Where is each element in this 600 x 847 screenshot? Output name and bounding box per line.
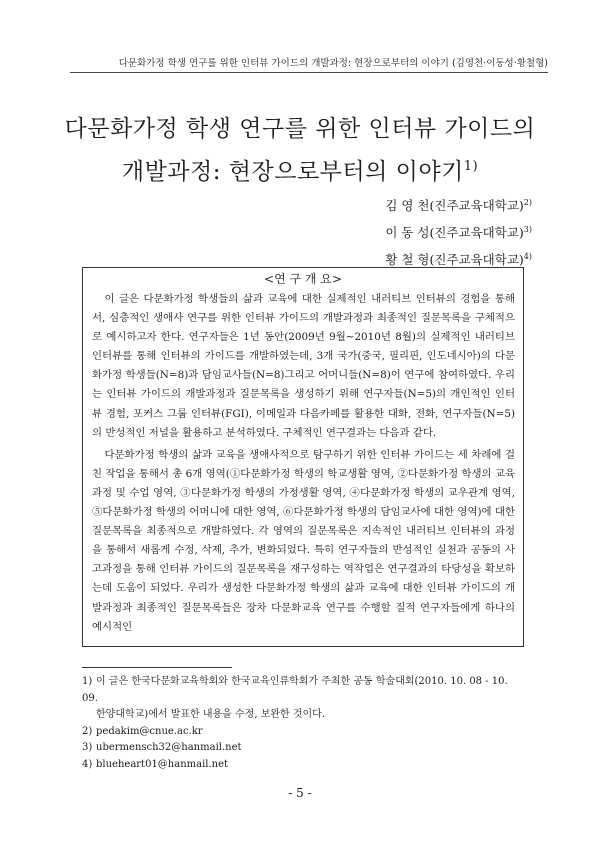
footnote-3 xyxy=(82,740,522,757)
abstract-body xyxy=(83,288,523,637)
author-footnote-mark: 2) xyxy=(523,198,532,207)
page-number: - 5 - xyxy=(288,786,312,800)
abstract-paragraph-2: 다문화가정 학생의 삶과 교육을 생애사적으로 탐구하기 위한 인터뷰 가이드는 세 차례에 걸친 작업을 통해서 총 6개 영역(①다문화가정 학생의 학교생활 영역, ②다문화가정 학생의 교육과정 및 수업 영역, ③다문화가정 학생의 가정생활 영역, ④다문화가정 학생의 교우관계 영역, ⑤다문화가정 학생의 어머니에 대한 영역, ⑥다문화가정 학생의 담임교사에 대한 영역)에 대한 질문목록을 최종적으로 개발하였다. 각 영역의 질문목록은 지속적인 내러티브 인터뷰의 과정을 통해서 새롭게 수정, 삭제, 추가, 변화되었다. 특히 연구자들의 반성적인 실천과 공동의 사고과정을 통해 인터뷰 가이드의 질문목록을 재구성하는 역작업은 연구결과의 타당성을 확보하는데 도움이 되었다. 우리가 생성한 다문화가정 학생의 삶과 교육에 대한 인터뷰 가이드의 개발과정과 최종적인 질문목록들은 장차 다문화교육 연구를 수행할 질적 연구자들에게 하나의 예시적인 xyxy=(92,448,515,633)
footnote-email: blueheart01@hanmail.net xyxy=(96,758,229,770)
running-header: 다문화가정 학생 연구를 위한 인터뷰 가이드의 개발과정: 현장으로부터의 이야기 (김영천·이동성·황철형) xyxy=(70,55,548,73)
author-1 xyxy=(272,191,532,218)
footnote-number: 4) xyxy=(82,758,93,770)
author-affiliation: (진주교육대학교) xyxy=(429,252,524,267)
author-footnote-mark: 4) xyxy=(523,252,532,261)
footnote-email: ubermensch32@hanmail.net xyxy=(96,742,242,753)
footnote-email: pedakim@cnue.ac.kr xyxy=(96,725,203,737)
footnote-text-continued: 한양대학교)에서 발표한 내용을 수정, 보완한 것이다. xyxy=(96,709,326,720)
title-line-2 xyxy=(60,148,540,191)
author-2 xyxy=(272,218,532,245)
title-footnote-mark: 1) xyxy=(463,159,479,174)
footnotes xyxy=(82,674,522,773)
author-affiliation: (진주교육대학교) xyxy=(429,225,524,240)
footnote-divider xyxy=(82,667,232,668)
author-name: 이 동 성 xyxy=(385,225,430,240)
abstract-heading: <연 구 개 요> xyxy=(264,272,342,286)
title-line-1: 다문화가정 학생 연구를 위한 인터뷰 가이드의 xyxy=(64,116,536,142)
author-name: 황 철 형 xyxy=(385,252,430,267)
paper-title xyxy=(60,110,540,191)
footnote-number: 2) xyxy=(82,725,93,737)
title-line-2-text: 개발과정: 현장으로부터의 이야기 xyxy=(121,159,464,185)
footnote-text: 이 글은 한국다문화교육학회와 한국교육인류학회가 주최한 공동 학술대회(2010. 10. 08 - 10. 09. xyxy=(82,676,508,704)
footnote-2 xyxy=(82,724,522,741)
footnote-number: 3) xyxy=(82,742,93,753)
author-list xyxy=(272,191,532,272)
footnote-number: 1) xyxy=(82,676,93,687)
footnote-1 xyxy=(82,674,522,724)
author-footnote-mark: 3) xyxy=(523,225,532,234)
footnote-4 xyxy=(82,757,522,774)
abstract-box xyxy=(82,267,524,647)
abstract-paragraph-1: 이 글은 다문화가정 학생들의 삶과 교육에 대한 실제적인 내러티브 인터뷰의 경험을 통해서, 심층적인 생애사 연구를 위한 인터뷰 가이드의 개발과정과 최종적인 질문목록을 구체적으로 예시하고자 한다. 연구자들은 1년 동안(2009년 9월∼2010년 8월)의 실제적인 내러티브 인터뷰를 통해 인터뷰의 가이드를 개발하였는데, 3개 국가(중국, 필리핀, 인도네시아)의 다문화가정 학생들(N=8)과 담임교사들(N=8)그리고 어머니들(N=8)이 연구에 참여하였다. 우리는 인터뷰 가이드의 개발과정과 질문목록을 생성하기 위해 연구자들(N=5)의 개인적인 인터뷰 경험, 포커스 그룹 인터뷰(FGI), 이메일과 다음카페를 활용한 대화, 전화, 연구자들(N=5)의 반성적인 저널을 활용하고 분석하였다. 구체적인 연구결과는 다음과 같다. xyxy=(92,293,515,439)
author-affiliation: (진주교육대학교) xyxy=(429,198,524,213)
author-name: 김 영 천 xyxy=(385,198,430,213)
